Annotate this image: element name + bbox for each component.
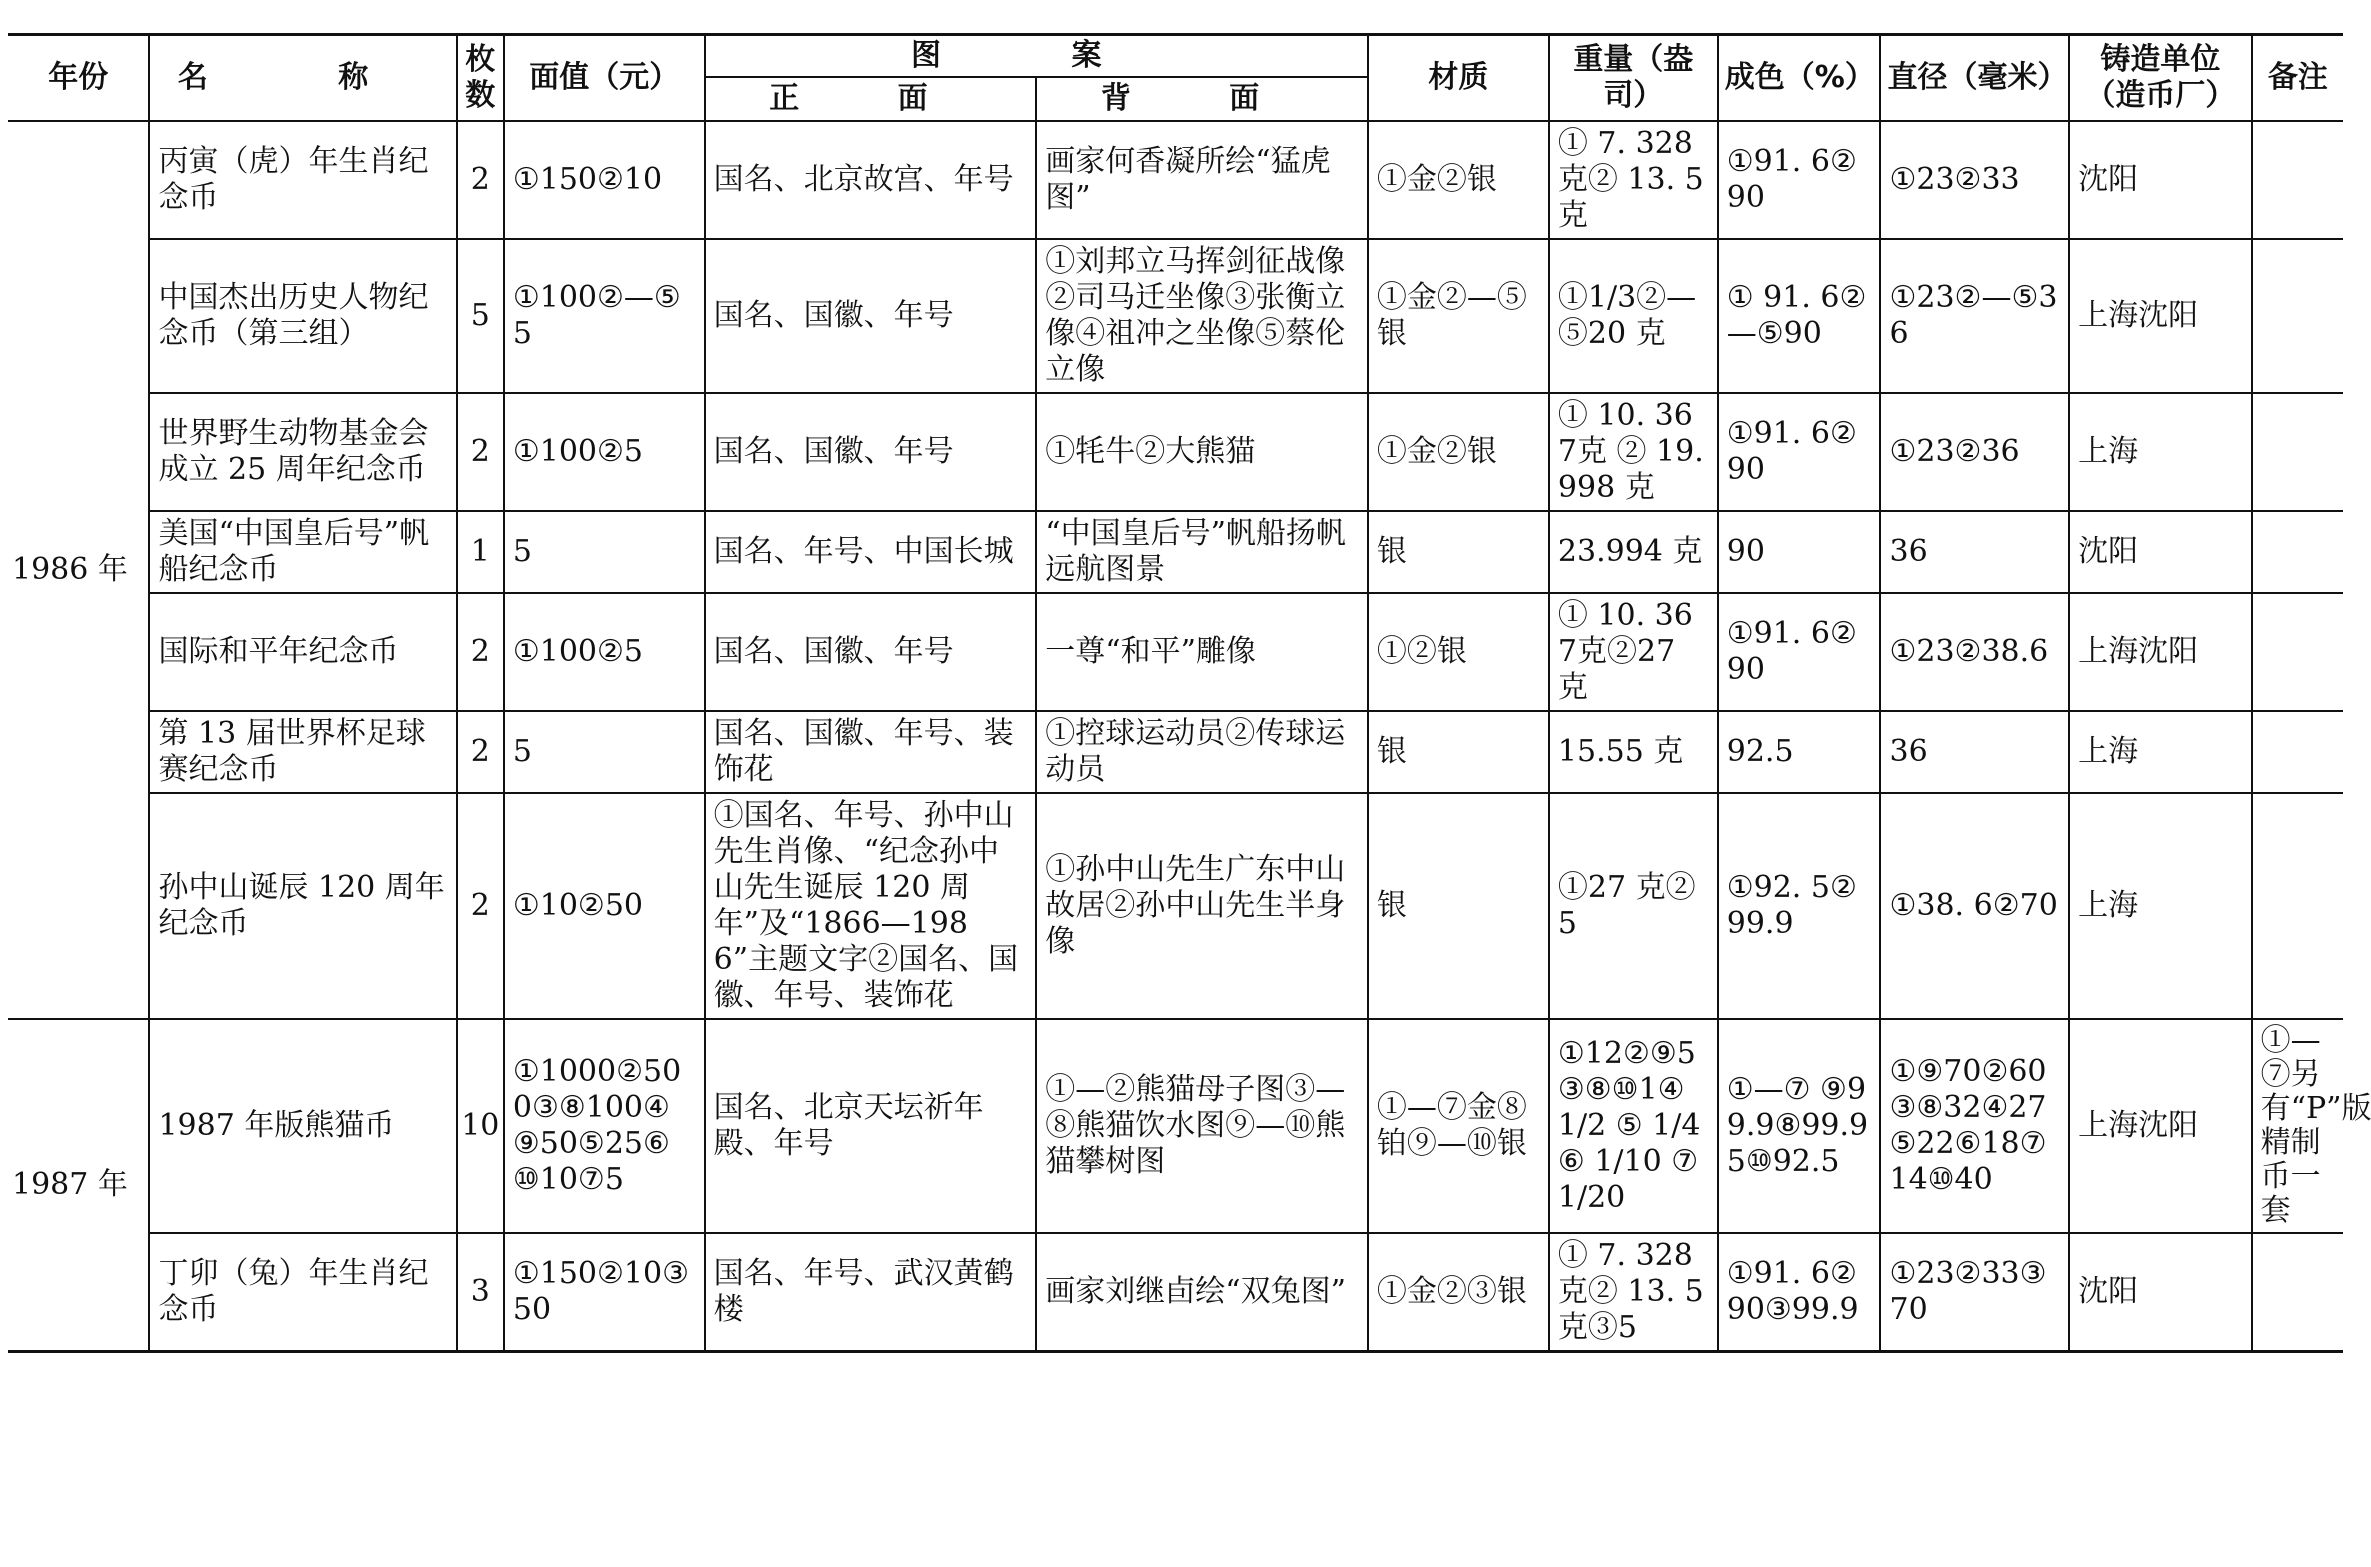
reverse-cell: ①—②熊猫母子图③—⑧熊猫饮水图⑨—⑩熊猫攀树图 xyxy=(1036,1019,1368,1233)
table-row xyxy=(8,1019,2343,1233)
obverse-cell: ①国名、年号、孙中山先生肖像、“纪念孙中山先生诞辰 120 周年”及“1866—1986”主题文字②国名、国徽、年号、装饰花 xyxy=(705,793,1037,1019)
header-reverse: 背 面 xyxy=(1036,77,1368,121)
coin-name-cell: 中国杰出历史人物纪念币（第三组） xyxy=(149,239,456,393)
coin-name-cell: 美国“中国皇后号”帆船纪念币 xyxy=(149,511,456,593)
obverse-cell: 国名、国徽、年号 xyxy=(705,593,1037,711)
notes-cell xyxy=(2252,711,2343,793)
year-cell: 1987 年 xyxy=(8,1019,149,1352)
header-count: 枚数 xyxy=(457,35,504,122)
face-value-cell: 5 xyxy=(504,511,705,593)
mint-cell: 上海 xyxy=(2069,393,2252,511)
count-cell: 2 xyxy=(457,393,504,511)
notes-cell xyxy=(2252,239,2343,393)
diameter-cell: ①23②36 xyxy=(1880,393,2069,511)
notes-cell xyxy=(2252,511,2343,593)
reverse-cell: ①牦牛②大熊猫 xyxy=(1036,393,1368,511)
fineness-cell: ①—⑦ ⑨99.9⑧99.95⑩92.5 xyxy=(1718,1019,1881,1233)
material-cell: 银 xyxy=(1368,793,1549,1019)
reverse-cell: 一尊“和平”雕像 xyxy=(1036,593,1368,711)
commemorative-coin-table xyxy=(8,33,2371,1353)
diameter-cell: ①38. 6②70 xyxy=(1880,793,2069,1019)
face-value-cell: ①150②10 xyxy=(504,121,705,239)
diameter-cell: ①⑨70②60③⑧32④27⑤22⑥18⑦14⑩40 xyxy=(1880,1019,2069,1233)
count-cell: 2 xyxy=(457,593,504,711)
mint-cell: 上海 xyxy=(2069,793,2252,1019)
count-cell: 3 xyxy=(457,1233,504,1352)
header-year: 年份 xyxy=(8,35,149,122)
weight-cell: ① 10. 367克②27 克 xyxy=(1549,593,1718,711)
header-mint: 铸造单位（造币厂） xyxy=(2069,35,2252,122)
fineness-cell: 90 xyxy=(1718,511,1881,593)
fineness-cell: ①92. 5②99.9 xyxy=(1718,793,1881,1019)
material-cell: ①—⑦金⑧铂⑨—⑩银 xyxy=(1368,1019,1549,1233)
fineness-cell: ①91. 6②90③99.9 xyxy=(1718,1233,1881,1352)
obverse-cell: 国名、国徽、年号 xyxy=(705,239,1037,393)
coin-name-cell: 丙寅（虎）年生肖纪念币 xyxy=(149,121,456,239)
face-value-cell: ①100②—⑤5 xyxy=(504,239,705,393)
coin-name-cell: 丁卯（兔）年生肖纪念币 xyxy=(149,1233,456,1352)
mint-cell: 上海沈阳 xyxy=(2069,593,2252,711)
reverse-cell: “中国皇后号”帆船扬帆远航图景 xyxy=(1036,511,1368,593)
coin-name-cell: 第 13 届世界杯足球赛纪念币 xyxy=(149,711,456,793)
diameter-cell: 36 xyxy=(1880,711,2069,793)
count-cell: 1 xyxy=(457,511,504,593)
material-cell: ①②银 xyxy=(1368,593,1549,711)
obverse-cell: 国名、北京天坛祈年殿、年号 xyxy=(705,1019,1037,1233)
face-value-cell: ①150②10③50 xyxy=(504,1233,705,1352)
table-row xyxy=(8,1233,2343,1352)
material-cell: ①金②银 xyxy=(1368,393,1549,511)
header-face-value: 面值（元） xyxy=(504,35,705,122)
header-pattern: 图 案 xyxy=(705,35,1368,78)
reverse-cell: 画家何香凝所绘“猛虎图” xyxy=(1036,121,1368,239)
notes-cell xyxy=(2252,793,2343,1019)
face-value-cell: ①10②50 xyxy=(504,793,705,1019)
obverse-cell: 国名、国徽、年号 xyxy=(705,393,1037,511)
weight-cell: 15.55 克 xyxy=(1549,711,1718,793)
diameter-cell: ①23②33 xyxy=(1880,121,2069,239)
notes-cell xyxy=(2252,1233,2343,1352)
fineness-cell: 92.5 xyxy=(1718,711,1881,793)
diameter-cell: ①23②33③70 xyxy=(1880,1233,2069,1352)
weight-cell: 23.994 克 xyxy=(1549,511,1718,593)
table-row xyxy=(8,239,2343,393)
reverse-cell: ①刘邦立马挥剑征战像②司马迁坐像③张衡立像④祖冲之坐像⑤蔡伦立像 xyxy=(1036,239,1368,393)
diameter-cell: ①23②38.6 xyxy=(1880,593,2069,711)
notes-cell xyxy=(2252,121,2343,239)
notes-cell xyxy=(2252,393,2343,511)
year-cell: 1986 年 xyxy=(8,121,149,1019)
reverse-cell: ①孙中山先生广东中山故居②孙中山先生半身像 xyxy=(1036,793,1368,1019)
fineness-cell: ①91. 6②90 xyxy=(1718,121,1881,239)
header-notes: 备注 xyxy=(2252,35,2343,122)
reverse-cell: 画家刘继卣绘“双兔图” xyxy=(1036,1233,1368,1352)
mint-cell: 沈阳 xyxy=(2069,121,2252,239)
weight-cell: ①12②⑨5③⑧⑩1④1/2 ⑤ 1/4⑥ 1/10 ⑦1/20 xyxy=(1549,1019,1718,1233)
material-cell: ①金②③银 xyxy=(1368,1233,1549,1352)
diameter-cell: ①23②—⑤36 xyxy=(1880,239,2069,393)
notes-text: ①—⑦另有“P”版精制币一套 xyxy=(2260,1023,2371,1228)
mint-cell: 上海沈阳 xyxy=(2069,239,2252,393)
obverse-cell: 国名、年号、武汉黄鹤楼 xyxy=(705,1233,1037,1352)
weight-cell: ① 7. 328克② 13. 5克③5 xyxy=(1549,1233,1718,1352)
mint-cell: 上海 xyxy=(2069,711,2252,793)
table-row xyxy=(8,711,2343,793)
coin-name-cell: 孙中山诞辰 120 周年纪念币 xyxy=(149,793,456,1019)
face-value-cell: ①1000②500③⑧100④⑨50⑤25⑥⑩10⑦5 xyxy=(504,1019,705,1233)
count-cell: 10 xyxy=(457,1019,504,1233)
mint-cell: 沈阳 xyxy=(2069,1233,2252,1352)
diameter-cell: 36 xyxy=(1880,511,2069,593)
table-row xyxy=(8,393,2343,511)
table-row xyxy=(8,511,2343,593)
count-cell: 5 xyxy=(457,239,504,393)
count-cell: 2 xyxy=(457,121,504,239)
reverse-cell: ①控球运动员②传球运动员 xyxy=(1036,711,1368,793)
material-cell: 银 xyxy=(1368,511,1549,593)
coin-name-cell: 国际和平年纪念币 xyxy=(149,593,456,711)
header-weight: 重量（盎司） xyxy=(1549,35,1718,122)
obverse-cell: 国名、年号、中国长城 xyxy=(705,511,1037,593)
notes-cell xyxy=(2252,593,2343,711)
material-cell: 银 xyxy=(1368,711,1549,793)
table-row xyxy=(8,793,2343,1019)
header-material: 材质 xyxy=(1368,35,1549,122)
face-value-cell: ①100②5 xyxy=(504,393,705,511)
weight-cell: ① 7. 328克② 13. 5克 xyxy=(1549,121,1718,239)
table-row xyxy=(8,593,2343,711)
header-fineness: 成色（%） xyxy=(1718,35,1881,122)
header-obverse: 正 面 xyxy=(705,77,1037,121)
mint-cell: 沈阳 xyxy=(2069,511,2252,593)
face-value-cell: ①100②5 xyxy=(504,593,705,711)
notes-cell xyxy=(2252,1019,2371,1233)
weight-cell: ①27 克②5 xyxy=(1549,793,1718,1019)
mint-cell: 上海沈阳 xyxy=(2069,1019,2252,1233)
obverse-cell: 国名、北京故宫、年号 xyxy=(705,121,1037,239)
fineness-cell: ①91. 6②90 xyxy=(1718,393,1881,511)
count-cell: 2 xyxy=(457,793,504,1019)
header-diameter: 直径（毫米） xyxy=(1880,35,2069,122)
face-value-cell: 5 xyxy=(504,711,705,793)
coin-name-cell: 世界野生动物基金会成立 25 周年纪念币 xyxy=(149,393,456,511)
header-name: 名 称 xyxy=(149,35,456,122)
weight-cell: ① 10. 367克 ② 19. 998 克 xyxy=(1549,393,1718,511)
obverse-cell: 国名、国徽、年号、装饰花 xyxy=(705,711,1037,793)
count-cell: 2 xyxy=(457,711,504,793)
material-cell: ①金②—⑤银 xyxy=(1368,239,1549,393)
material-cell: ①金②银 xyxy=(1368,121,1549,239)
table-row xyxy=(8,121,2343,239)
fineness-cell: ① 91. 6②—⑤90 xyxy=(1718,239,1881,393)
coin-name-cell: 1987 年版熊猫币 xyxy=(149,1019,456,1233)
weight-cell: ①1/3②—⑤20 克 xyxy=(1549,239,1718,393)
fineness-cell: ①91. 6②90 xyxy=(1718,593,1881,711)
